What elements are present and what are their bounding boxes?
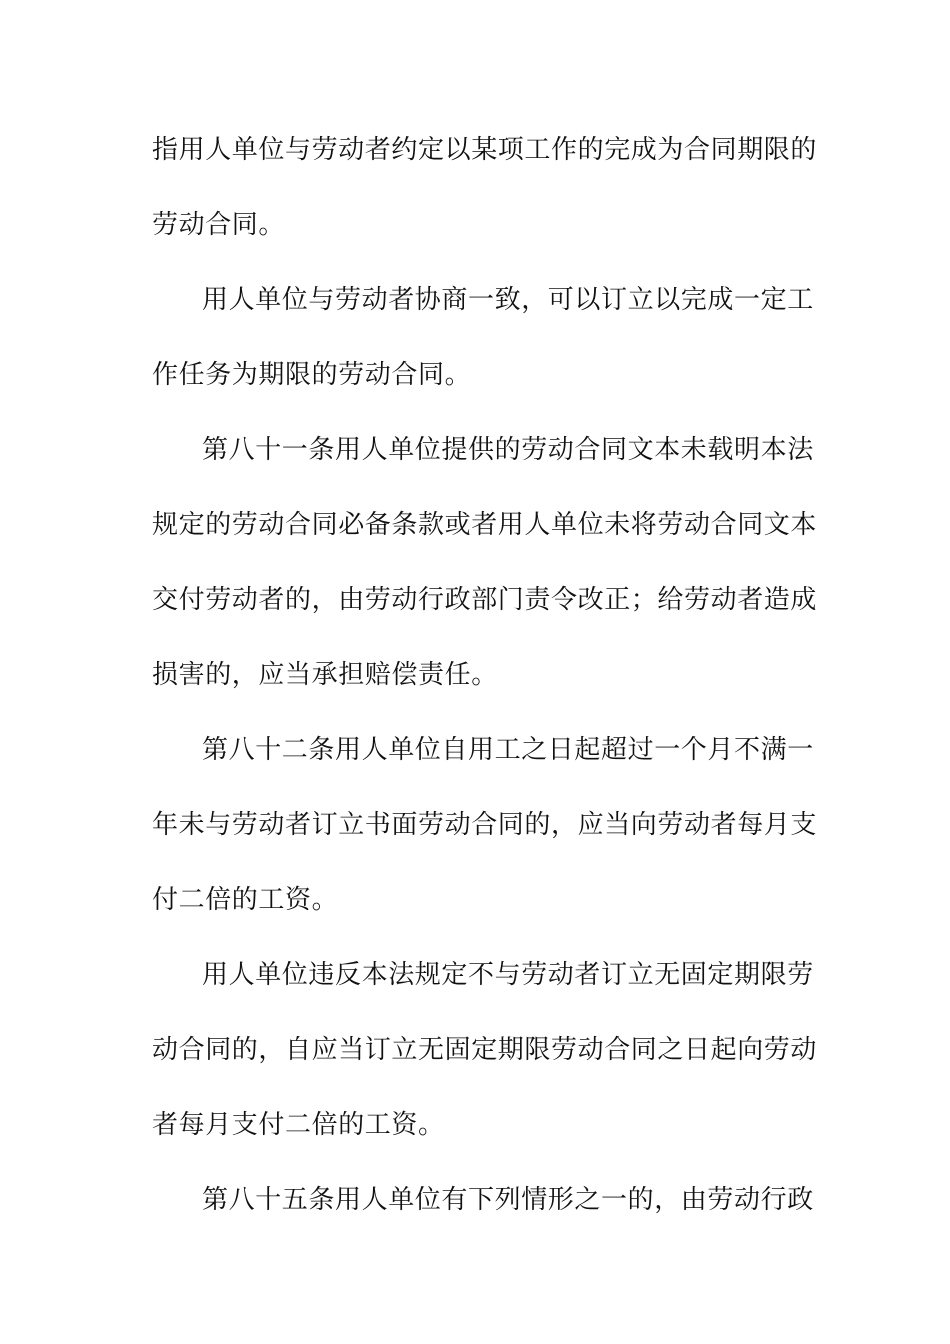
text-line-12: 用人单位违反本法规定不与劳动者订立无固定期限劳 [202, 960, 814, 990]
text-line-14: 者每月支付二倍的工资。 [152, 1110, 445, 1140]
text-line-1: 指用人单位与劳动者约定以某项工作的完成为合同期限的 [152, 135, 818, 165]
text-line-13: 动合同的，自应当订立无固定期限劳动合同之日起向劳动 [152, 1035, 818, 1065]
text-line-6: 规定的劳动合同必备条款或者用人单位未将劳动合同文本 [152, 510, 818, 540]
text-line-15: 第八十五条用人单位有下列情形之一的，由劳动行政 [202, 1185, 814, 1215]
text-line-3: 用人单位与劳动者协商一致，可以订立以完成一定工 [202, 285, 814, 315]
text-line-7: 交付劳动者的，由劳动行政部门责令改正；给劳动者造成 [152, 585, 818, 615]
text-line-2: 劳动合同。 [152, 210, 286, 240]
text-line-4: 作任务为期限的劳动合同。 [152, 360, 472, 390]
text-line-5: 第八十一条用人单位提供的劳动合同文本未载明本法 [202, 435, 814, 465]
text-line-9: 第八十二条用人单位自用工之日起超过一个月不满一 [202, 735, 814, 765]
text-line-11: 付二倍的工资。 [152, 885, 339, 915]
text-line-10: 年未与劳动者订立书面劳动合同的，应当向劳动者每月支 [152, 810, 818, 840]
text-line-8: 损害的，应当承担赔偿责任。 [152, 660, 498, 690]
